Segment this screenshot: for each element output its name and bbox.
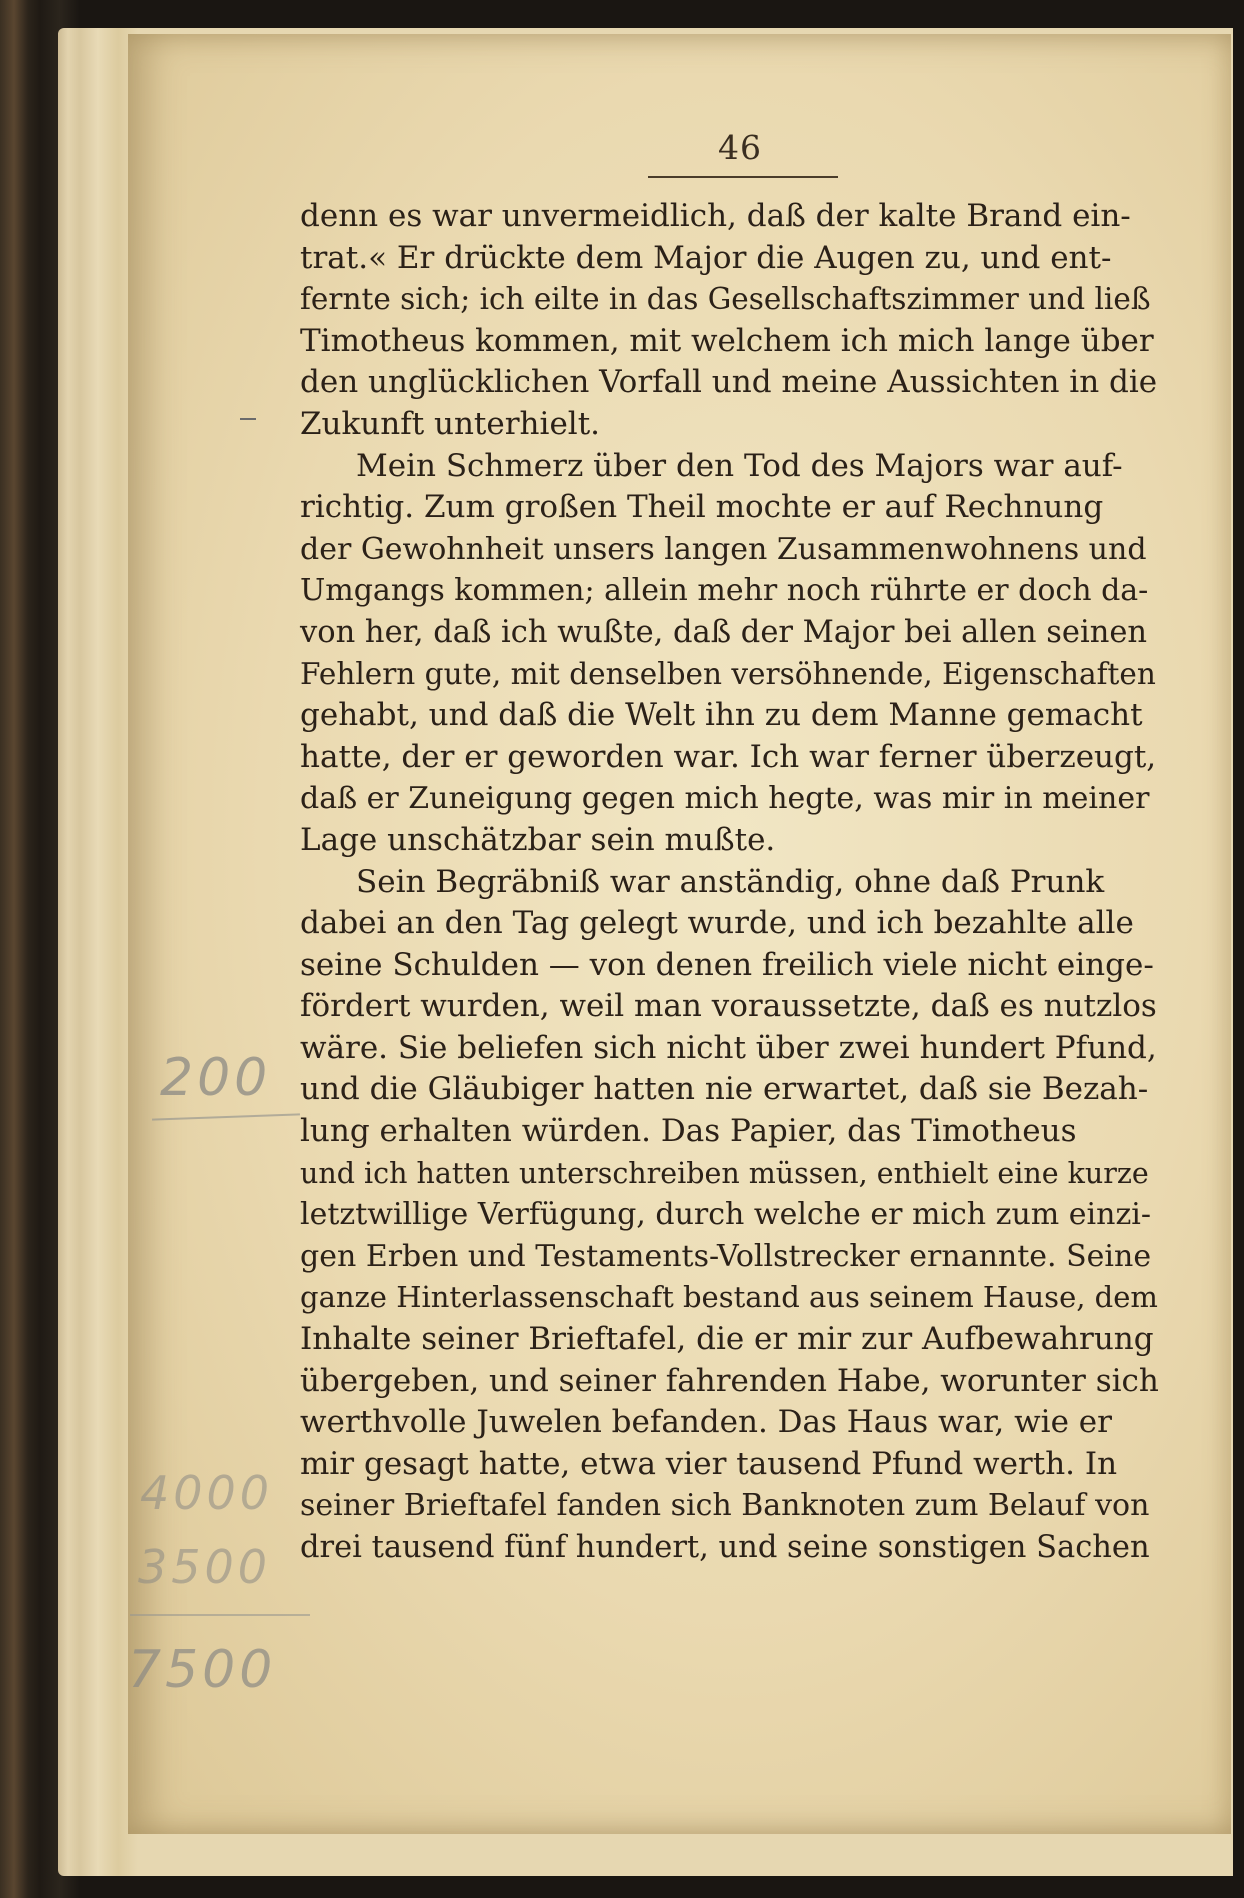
text-line: gehabt, und daß die Welt ihn zu dem Manne gemacht	[300, 697, 1143, 734]
text-line: fernte sich; ich eilte in das Gesellschaftszimmer und ließ	[300, 282, 1151, 317]
text-line: fördert wurden, weil man voraussetzte, daß es nutzlos	[300, 988, 1157, 1025]
page-number: 46	[718, 128, 762, 167]
text-line: denn es war unvermeidlich, daß der kalte Brand ein-	[300, 198, 1131, 234]
text-line: daß er Zuneigung gegen mich hegte, was mir in meiner	[300, 781, 1150, 817]
text-line: seine Schulden — von denen freilich viele nicht einge-	[300, 946, 1154, 983]
text-line: hatte, der er geworden war. Ich war ferner überzeugt,	[300, 738, 1157, 775]
body-text	[300, 196, 1160, 1569]
text-line: lung erhalten würden. Das Papier, das Timotheus	[300, 1113, 1077, 1150]
text-line: Umgangs kommen; allein mehr noch rührte er doch da-	[300, 573, 1149, 609]
margin-dash	[240, 418, 256, 420]
text-line: gen Erben und Testaments-Vollstrecker ernannte. Seine	[300, 1238, 1152, 1274]
text-line: drei tausend fünf hundert, und seine sonstigen Sachen	[300, 1530, 1150, 1565]
pencil-note-7500: 7500	[128, 1640, 277, 1700]
text-line: Zukunft unterhielt.	[300, 405, 601, 442]
text-line: richtig. Zum großen Theil mochte er auf Rechnung	[300, 489, 1104, 526]
text-line: Lage unschätzbar sein mußte.	[300, 821, 776, 858]
text-line: der Gewohnheit unsers langen Zusammenwohnens und	[300, 531, 1147, 567]
pencil-note-200: 200	[160, 1048, 272, 1108]
text-line: letztwillige Verfügung, durch welche er mich zum einzi-	[300, 1197, 1151, 1233]
text-line: den unglücklichen Vorfall und meine Aussichten in die	[300, 364, 1158, 401]
pencil-note-4000: 4000	[140, 1466, 274, 1520]
text-line: trat.« Er drückte dem Major die Augen zu, und ent-	[300, 239, 1112, 276]
text-line: übergeben, und seiner fahrenden Habe, worunter sich	[300, 1362, 1159, 1399]
paragraph-start-line: Sein Begräbniß war anständig, ohne daß Prunk	[356, 863, 1105, 900]
text-line: und die Gläubiger hatten nie erwartet, daß sie Bezah-	[300, 1071, 1149, 1108]
text-line: mir gesagt hatte, etwa vier tausend Pfund werth. In	[300, 1445, 1118, 1482]
pencil-note-3500: 3500	[138, 1540, 272, 1594]
paragraph-start-line: Mein Schmerz über den Tod des Majors war auf-	[356, 447, 1123, 484]
text-line: seiner Brieftafel fanden sich Banknoten zum Belauf von	[300, 1488, 1150, 1524]
header-rule	[648, 176, 838, 178]
text-line: Inhalte seiner Brieftafel, die er mir zur Aufbewahrung	[300, 1321, 1154, 1358]
pencil-sum-rule	[130, 1614, 310, 1616]
text-line: werthvolle Juwelen befanden. Das Haus war, wie er	[300, 1404, 1112, 1441]
text-line: Timotheus kommen, mit welchem ich mich lange über	[300, 322, 1154, 359]
text-line: ganze Hinterlassenschaft bestand aus seinem Hause, dem	[300, 1280, 1158, 1315]
text-line: dabei an den Tag gelegt wurde, und ich bezahlte alle	[300, 905, 1134, 942]
text-line: von her, daß ich wußte, daß der Major bei allen seinen	[300, 614, 1148, 650]
text-line: wäre. Sie beliefen sich nicht über zwei hundert Pfund,	[300, 1029, 1157, 1066]
text-line: Fehlern gute, mit denselben versöhnende, Eigenschaften	[300, 656, 1156, 691]
text-line: und ich hatten unterschreiben müssen, enthielt eine kurze	[300, 1156, 1149, 1190]
